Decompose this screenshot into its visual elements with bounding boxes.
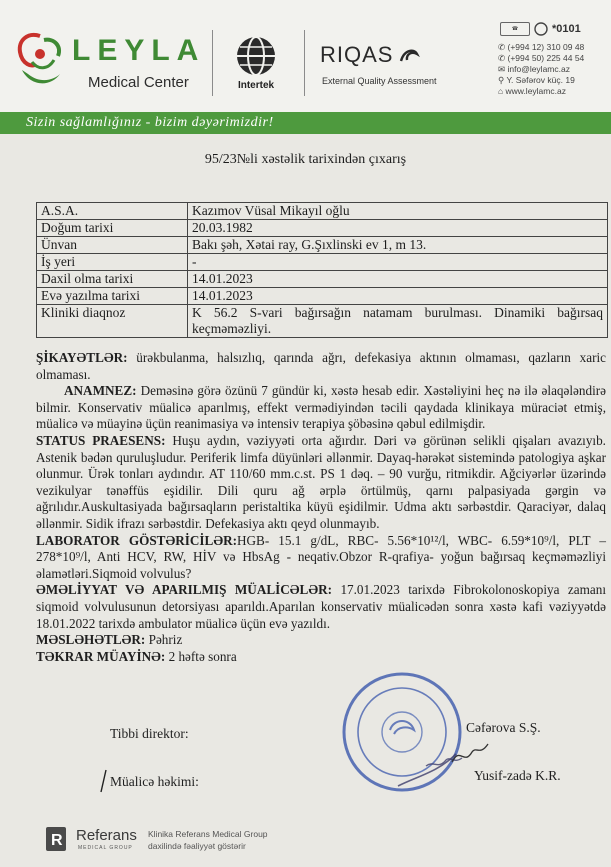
advice-text: Pəhriz	[145, 632, 183, 648]
anamnesis-text: Deməsinə görə özünü 7 gündür ki, xəstə hesab edir. Xəstəliyini heç nə ilə əlaqələndirə bilmir. Konservativ müalicə aparılmış, effekt vermədiyindən təcili qaydada klinikaya müraciət etmiş, müalicə və müayinə üçün reanimasiya və intensiv terapiya şöbəsinə qəbul edilmişdir.	[36, 383, 606, 432]
phone-icon: ✆	[498, 42, 508, 52]
phone-circle-icon	[534, 22, 548, 36]
footer-line-1: Klinika Referans Medical Group	[148, 829, 268, 839]
status-heading: STATUS PRAESENS:	[36, 432, 166, 448]
leyla-emblem-icon	[14, 30, 66, 94]
info-row	[37, 288, 608, 305]
email: ✉ info@leylamc.az	[498, 64, 570, 74]
operations-section	[36, 582, 606, 632]
info-row	[37, 237, 608, 254]
doctor-label: Müalicə həkimi:	[110, 774, 199, 789]
contact-block	[498, 22, 608, 97]
riqas-swirl-icon	[398, 46, 420, 66]
divider	[212, 30, 213, 96]
info-label: İş yeri	[37, 254, 188, 271]
signature-mark-icon	[98, 768, 110, 794]
info-label: Doğum tarixi	[37, 220, 188, 237]
info-row	[37, 203, 608, 220]
info-row	[37, 220, 608, 237]
divider	[304, 30, 305, 96]
info-label: Daxil olma tarixi	[37, 271, 188, 288]
location-icon: ⚲	[498, 75, 507, 85]
info-label: Evə yazılma tarixi	[37, 288, 188, 305]
brand-name: LEYLA	[72, 34, 206, 67]
info-row	[37, 271, 608, 288]
referans-logo	[44, 825, 144, 860]
info-value: 20.03.1982	[188, 220, 608, 237]
phone-1: ✆ (+994 12) 310 09 48	[498, 42, 585, 52]
info-value: K 56.2 S-vari bağırsağın natamam burulması. Dinamiki bağırsaq keçməməzliyi.	[188, 305, 608, 338]
info-label: Ünvan	[37, 237, 188, 254]
status-text: Huşu aydın, vəziyyəti orta ağırdır. Dəri və görünən selikli qişaları avazıyıb. Astenik bədən quruluşludur. Periferik limfa düyünləri əllənmir. Dayaq-hərəkət sistemində patologiya aşkar olunmur. Ürək tonları aydındır. AT 110/60 mm.c.st. PS 1 dəq. – 90 vurğu, ritmikdir. Ağciyərlər üzərində vezikulyar tənəffüs eşidilir. Dili quru ağ ərplə örtülmüş, qarnı palpasiyada gərgin və ağrılıdır.Auskultasiyada bağırsaqların peristaltika küyü eşidilmir. Udma aktı sərbəstdir. Qaraciyər, dalaq əllənmir. Sidik ifrazı sərbəstdir. Defekasiya aktı qeyd olunmayıb.	[36, 432, 606, 531]
info-value: -	[188, 254, 608, 271]
globe-icon	[226, 34, 286, 78]
advice-section	[36, 632, 606, 649]
operations-heading: ƏMƏLİYYAT VƏ APARILMIŞ MÜALİCƏLƏR:	[36, 582, 333, 598]
address: ⚲ Y. Səfərov küç. 19	[498, 75, 575, 85]
info-value: Bakı şəh, Xətai ray, G.Şıxlinski ev 1, m 13.	[188, 237, 608, 254]
website: ⌂ www.leylamc.az	[498, 86, 566, 96]
info-label: A.S.A.	[37, 203, 188, 220]
letterhead	[0, 0, 611, 112]
anamnesis-heading: ANAMNEZ:	[64, 383, 137, 399]
hotline	[500, 22, 608, 36]
referans-sub: MEDICAL GROUP	[78, 845, 133, 851]
director-name: Cəfərova S.Ş.	[466, 720, 541, 735]
complaints-heading: ŞİKAYƏTLƏR:	[36, 350, 128, 365]
advice-heading: MƏSLƏHƏTLƏR:	[36, 632, 146, 648]
leyla-logo	[14, 28, 204, 98]
document-title: 95/23№li xəstəlik tarixindən çıxarış	[204, 152, 407, 167]
riqas-subtitle: External Quality Assessment	[322, 76, 437, 86]
info-value: 14.01.2023	[188, 271, 608, 288]
anamnesis-section	[36, 383, 606, 433]
info-value: 14.01.2023	[188, 288, 608, 305]
signature-scribble-icon	[450, 740, 490, 768]
director-label: Tibbi direktor:	[110, 726, 189, 741]
complaints-section	[36, 350, 606, 383]
official-stamp-icon	[338, 668, 466, 796]
operations-text: 17.01.2023 tarixdə Fibrokolonoskopiya zamanı siqmoid volvulusunun detorsiyası aparıldı.Aparılan konservativ müalicədən sonra xəstə kafi vəziyyətdə 18.01.2022 tarixdə ambulator müalicə üçün evə yazıldı.	[36, 582, 606, 631]
referans-name: Referans	[76, 827, 137, 844]
hotline-number: *0101	[552, 22, 581, 35]
lab-text: HGB- 15.1 g/dL, RBC- 5.56*10¹²/l, WBC- 6.59*10⁹/l, PLT –278*10⁹/l, Anti HCV, RW, HİV və HbsAg - neqativ.Obzor R-qrafiya- yoğun bağırsaq keçməməzliyi əlamətləri.Siqmoid volvulus?	[36, 532, 606, 581]
intertek-logo	[226, 34, 286, 98]
footer-text	[148, 828, 268, 852]
web-icon: ⌂	[498, 86, 506, 96]
mobile-icon: ✆	[498, 53, 508, 63]
info-row	[37, 254, 608, 271]
slogan: Sizin sağlamlığınız - bizim dəyərimizdir!	[26, 115, 274, 130]
revisit-section	[36, 649, 606, 666]
brand-subtitle: Medical Center	[88, 74, 189, 91]
record-content	[36, 350, 606, 665]
riqas-name: RIQAS	[320, 42, 394, 67]
lab-section	[36, 533, 606, 583]
revisit-heading: TƏKRAR MÜAYİNƏ:	[36, 648, 166, 664]
footer-line-2: daxilində fəaliyyət göstərir	[148, 841, 246, 851]
svg-text:R: R	[51, 832, 63, 849]
lab-heading: LABORATOR GÖSTƏRİCİLƏR:	[36, 532, 237, 548]
doctor-name: Yusif-zadə K.R.	[474, 768, 561, 783]
call-center-badge-icon: ☎	[500, 22, 530, 36]
phone-2: ✆ (+994 50) 225 44 54	[498, 53, 585, 63]
complaints-text: ürəkbulanma, halsızlıq, qarında ağrı, defekasiya aktının olmaması, qazların xaric olmaması.	[36, 350, 606, 382]
revisit-text: 2 həftə sonra	[165, 648, 237, 664]
info-row	[37, 305, 608, 338]
patient-info-table	[36, 202, 608, 338]
info-value: Kazımov Vüsal Mikayıl oğlu	[188, 203, 608, 220]
status-section	[36, 433, 606, 533]
mail-icon: ✉	[498, 64, 508, 74]
intertek-label: Intertek	[237, 80, 275, 91]
info-label: Kliniki diaqnoz	[37, 305, 188, 338]
